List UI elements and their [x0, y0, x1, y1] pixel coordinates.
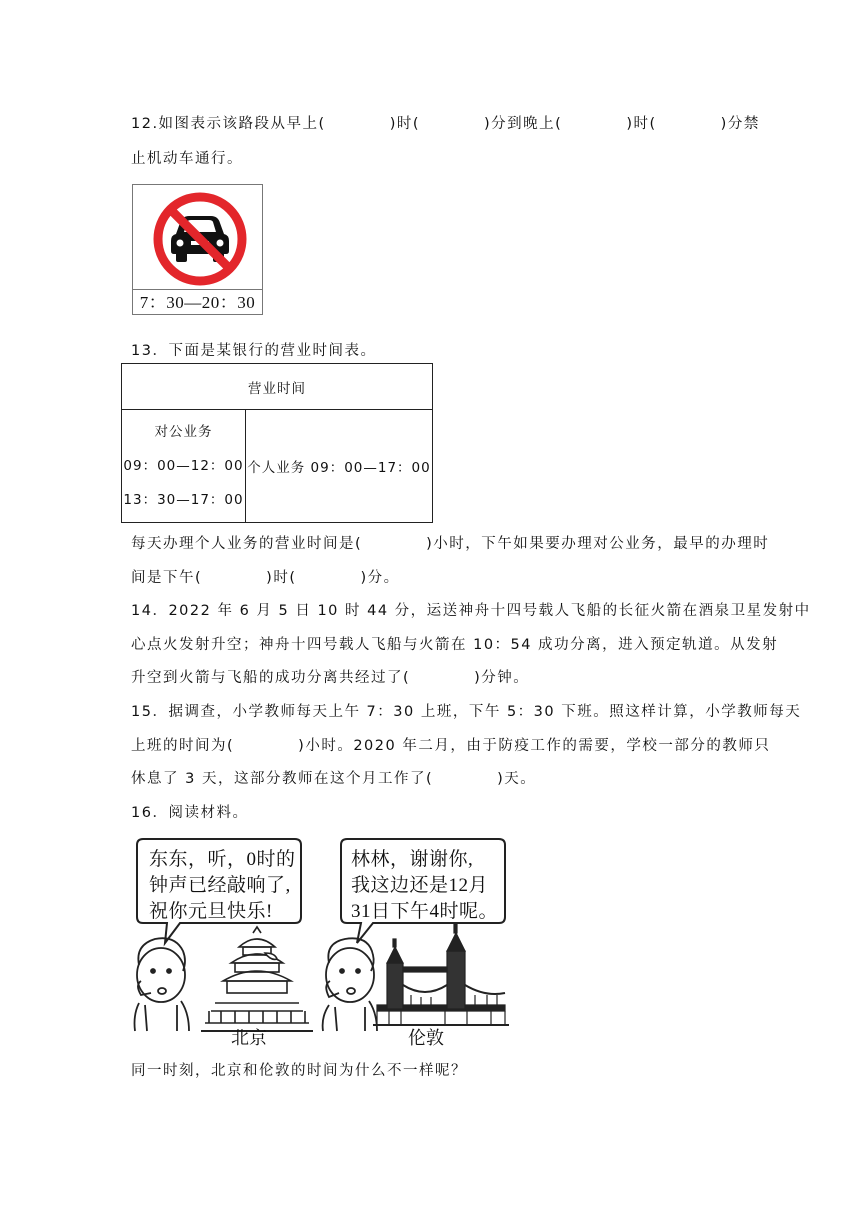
left-bubble-text — [149, 847, 296, 925]
left-bubble-line: 钟声已经敲响了, — [149, 875, 291, 896]
bank-hours-table — [121, 363, 433, 523]
time-zone-cartoon — [125, 835, 515, 1050]
q14-line-1: 14．2022 年 6 月 5 日 10 时 44 分，运送神舟十四号载人飞船的长征火箭在酒泉卫星发射中 — [131, 603, 811, 619]
sign-time-range: 7：30—20：30 — [133, 289, 262, 316]
corporate-hours-cell — [122, 410, 246, 523]
boy-left-icon — [135, 938, 190, 1031]
table-header: 营业时间 — [122, 364, 433, 410]
q13-line-2: 间是下午( )时( )分。 — [131, 570, 400, 586]
corporate-morning: 09：00—12：00 — [123, 458, 244, 474]
city-label-beijing: 北京 — [231, 1028, 267, 1049]
right-bubble-line: 林林，谢谢你, — [351, 849, 474, 870]
no-car-icon — [133, 185, 262, 289]
q14-line-3: 升空到火箭与飞船的成功分离共经过了( )分钟。 — [131, 670, 530, 686]
q16-intro: 16．阅读材料。 — [131, 805, 249, 821]
corporate-title: 对公业务 — [154, 424, 213, 440]
q15-line-2: 上班的时间为( )小时。2020 年二月，由于防疫工作的需要，学校一部分的教师只 — [131, 738, 771, 754]
q14-line-2: 心点火发射升空；神舟十四号载人飞船与火箭在 10：54 成功分离，进入预定轨道。从发射 — [131, 637, 779, 653]
q13-line-1: 每天办理个人业务的营业时间是( )小时，下午如果要办理对公业务，最早的办理时 — [131, 536, 770, 552]
left-bubble-line: 东东，听，0时的 — [149, 849, 296, 870]
q15-line-3: 休息了 3 天，这部分教师在这个月工作了( )天。 — [131, 771, 537, 787]
q12-line-1: 12.如图表示该路段从早上( )时( )分到晚上( )时( )分禁 — [131, 116, 760, 132]
corporate-afternoon: 13：30—17：00 — [123, 492, 244, 508]
left-bubble-line: 祝你元旦快乐! — [149, 901, 273, 922]
q13-intro: 13．下面是某银行的营业时间表。 — [131, 343, 377, 359]
q16-question: 同一时刻，北京和伦敦的时间为什么不一样呢？ — [131, 1063, 467, 1079]
boy-right-icon — [323, 938, 377, 1031]
right-bubble-text — [351, 847, 498, 925]
tower-bridge-icon — [373, 923, 509, 1025]
q15-line-1: 15．据调查，小学教师每天上午 7：30 上班，下午 5：30 下班。照这样计算，小学教师每天 — [131, 704, 802, 720]
right-bubble-line: 我这边还是12月 — [351, 875, 489, 896]
temple-of-heaven-icon — [201, 927, 313, 1031]
personal-hours-cell: 个人业务 09：00—17：00 — [246, 410, 433, 523]
q12-line-2: 止机动车通行。 — [131, 151, 243, 167]
right-bubble-line: 31日下午4时呢。 — [351, 901, 499, 922]
city-label-london: 伦敦 — [408, 1028, 444, 1049]
no-vehicle-sign — [132, 184, 263, 315]
